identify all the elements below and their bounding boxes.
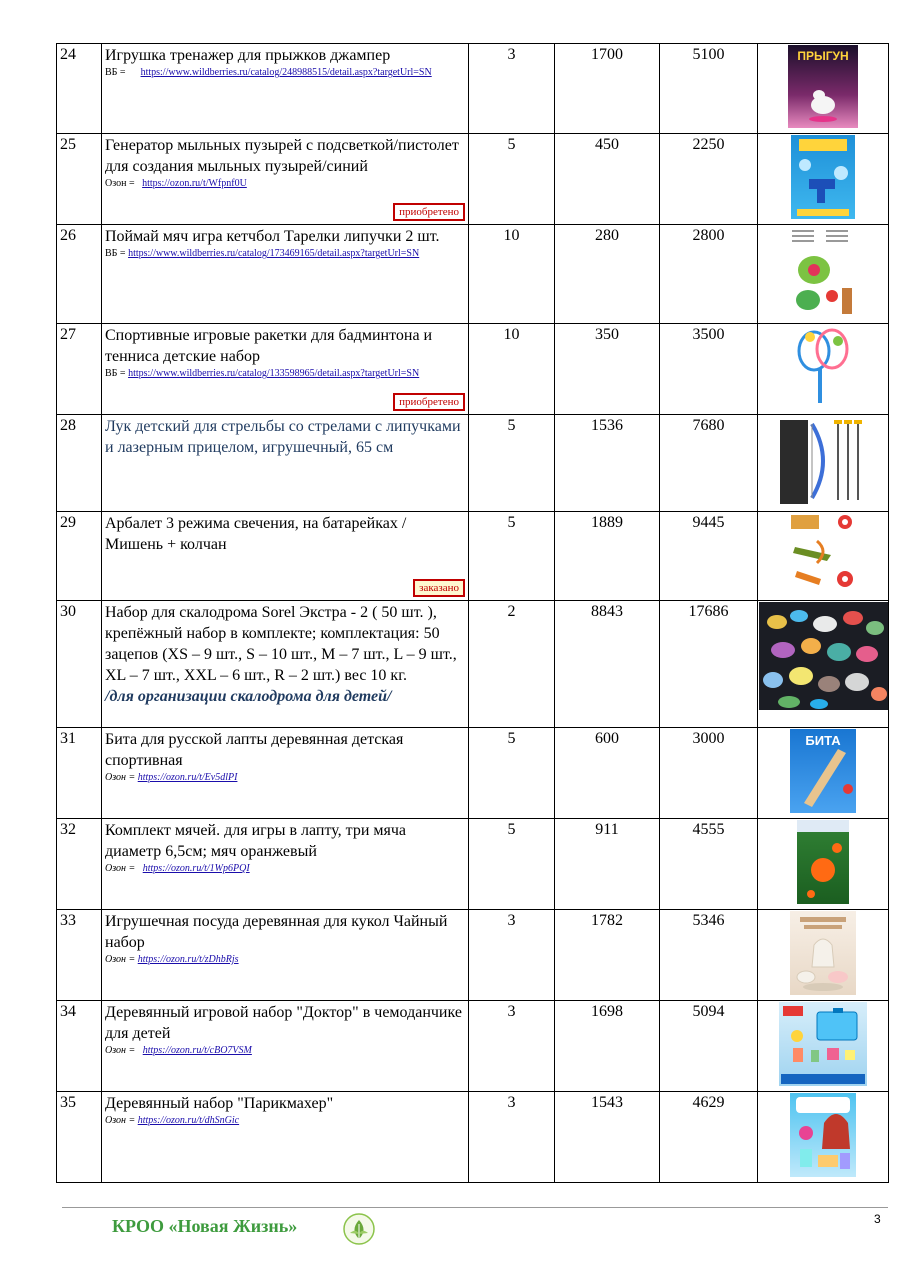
- link-prefix: ВБ =: [105, 248, 126, 259]
- link-prefix: ВБ =: [105, 368, 126, 379]
- price-cell: 1698: [555, 1001, 660, 1092]
- item-note: /для организации скалодрома для детей/: [105, 688, 392, 705]
- sum-cell: 2250: [660, 134, 758, 225]
- item-link[interactable]: https://www.wildberries.ru/catalog/248988515/detail.aspx?targetUrl=SN: [140, 67, 432, 78]
- image-cell: [758, 415, 889, 512]
- link-prefix: Озон =: [105, 954, 136, 965]
- item-link[interactable]: https://ozon.ru/t/cBO7VSM: [142, 1045, 252, 1056]
- item-link[interactable]: https://www.wildberries.ru/catalog/173469165/detail.aspx?targetUrl=SN: [128, 248, 420, 259]
- table-row: [57, 1001, 889, 1092]
- item-link[interactable]: https://www.wildberries.ru/catalog/133598965/detail.aspx?targetUrl=SN: [128, 368, 420, 379]
- sum-cell: 5346: [660, 910, 758, 1001]
- item-cell: [102, 1092, 469, 1183]
- item-link-row: [105, 177, 465, 190]
- item-name: Генератор мыльных пузырей с подсветкой/пистолет для создания мыльных пузырей/синий: [105, 137, 459, 175]
- price-cell: 600: [555, 728, 660, 819]
- qty-cell: 5: [469, 728, 555, 819]
- item-name: Бита для русской лапты деревянная детская спортивная: [105, 731, 404, 769]
- sum-cell: 5094: [660, 1001, 758, 1092]
- product-image: [787, 513, 859, 595]
- row-number: 25: [57, 134, 102, 225]
- item-link-row: [105, 953, 465, 966]
- qty-cell: 5: [469, 415, 555, 512]
- table-row: [57, 1092, 889, 1183]
- table-row: [57, 512, 889, 601]
- price-cell: 1782: [555, 910, 660, 1001]
- product-image: [788, 325, 858, 409]
- table-row: [57, 324, 889, 415]
- table-row: [57, 728, 889, 819]
- table-row: [57, 415, 889, 512]
- image-cell: [758, 324, 889, 415]
- item-name: Лук детский для стрельбы со стрелами с липучками и лазерным прицелом, игрушечный, 65 см: [105, 418, 461, 456]
- price-cell: 1700: [555, 44, 660, 134]
- image-cell: [758, 819, 889, 910]
- leaf-logo-icon: [342, 1212, 376, 1251]
- product-image: [788, 226, 858, 318]
- image-cell: [758, 910, 889, 1001]
- item-cell: [102, 324, 469, 415]
- product-image: [790, 1093, 856, 1177]
- item-name: Комплект мячей. для игры в лапту, три мяча диаметр 6,5см; мяч оранжевый: [105, 822, 407, 860]
- item-name: Деревянный игровой набор "Доктор" в чемоданчике для детей: [105, 1004, 462, 1042]
- item-cell: [102, 44, 469, 134]
- table-row: [57, 225, 889, 324]
- price-cell: 350: [555, 324, 660, 415]
- item-cell: [102, 134, 469, 225]
- sum-cell: 3500: [660, 324, 758, 415]
- row-number: 29: [57, 512, 102, 601]
- item-link[interactable]: https://ozon.ru/t/zDhbRjs: [137, 954, 239, 965]
- qty-cell: 2: [469, 601, 555, 728]
- product-image: [797, 820, 849, 904]
- table-row: [57, 601, 889, 728]
- qty-cell: 10: [469, 324, 555, 415]
- price-cell: 1543: [555, 1092, 660, 1183]
- link-prefix: Озон =: [105, 863, 136, 874]
- price-cell: 280: [555, 225, 660, 324]
- product-image: [790, 729, 856, 813]
- link-prefix: Озон =: [105, 772, 136, 783]
- item-name: Поймай мяч игра кетчбол Тарелки липучки 2 шт.: [105, 228, 440, 245]
- item-cell: [102, 601, 469, 728]
- footer-divider: [62, 1207, 888, 1208]
- item-name: Набор для скалодрома Sorel Экстра - 2 ( 50 шт. ), крепёжный набор в комплекте; комплектация: 50 зацепов (XS – 9 шт., S – 10 шт., M – 7 шт., L – 9 шт., XL – 7 шт., XXL – 6 шт., R – 2 шт.) вес 10 кг.: [105, 604, 457, 684]
- items-table: [56, 43, 889, 1183]
- image-cell: [758, 1092, 889, 1183]
- image-cell: [758, 225, 889, 324]
- qty-cell: 5: [469, 134, 555, 225]
- row-number: 32: [57, 819, 102, 910]
- item-cell: [102, 728, 469, 819]
- row-number: 27: [57, 324, 102, 415]
- row-number: 31: [57, 728, 102, 819]
- item-link[interactable]: https://ozon.ru/t/Wfpnf0U: [142, 178, 247, 189]
- item-link-row: [105, 367, 465, 380]
- table-row: [57, 44, 889, 134]
- status-stamp: заказано: [413, 579, 465, 597]
- image-cell: [758, 44, 889, 134]
- item-cell: [102, 910, 469, 1001]
- row-number: 28: [57, 415, 102, 512]
- item-link-row: [105, 66, 465, 79]
- item-name: Спортивные игровые ракетки для бадминтона и тенниса детские набор: [105, 327, 433, 365]
- sum-cell: 5100: [660, 44, 758, 134]
- qty-cell: 3: [469, 1001, 555, 1092]
- image-cell: [758, 601, 889, 728]
- product-image: [779, 1002, 867, 1086]
- qty-cell: 3: [469, 44, 555, 134]
- item-cell: [102, 819, 469, 910]
- sum-cell: 3000: [660, 728, 758, 819]
- price-cell: 8843: [555, 601, 660, 728]
- sum-cell: 4555: [660, 819, 758, 910]
- price-cell: 911: [555, 819, 660, 910]
- product-image: [790, 911, 856, 995]
- product-image: [788, 45, 858, 128]
- item-name: Игрушка тренажер для прыжков джампер: [105, 47, 391, 64]
- item-cell: [102, 415, 469, 512]
- product-image-caption: ПРЫГУН: [797, 49, 849, 63]
- item-name: Деревянный набор "Парикмахер": [105, 1095, 334, 1112]
- item-cell: [102, 1001, 469, 1092]
- row-number: 33: [57, 910, 102, 1001]
- status-stamp: приобретено: [393, 203, 465, 221]
- row-number: 34: [57, 1001, 102, 1092]
- item-link[interactable]: https://ozon.ru/t/dhSnGic: [137, 1115, 240, 1126]
- sum-cell: 2800: [660, 225, 758, 324]
- link-prefix: Озон =: [105, 178, 135, 189]
- qty-cell: 3: [469, 1092, 555, 1183]
- item-name: Игрушечная посуда деревянная для кукол Чайный набор: [105, 913, 448, 951]
- table-row: [57, 134, 889, 225]
- price-cell: 1889: [555, 512, 660, 601]
- link-prefix: Озон =: [105, 1115, 136, 1126]
- item-name: Арбалет 3 режима свечения, на батарейках / Мишень + колчан: [105, 515, 407, 553]
- item-cell: [102, 225, 469, 324]
- image-cell: [758, 512, 889, 601]
- footer-organization: КРОО «Новая Жизнь»: [112, 1216, 298, 1236]
- sum-cell: 7680: [660, 415, 758, 512]
- link-prefix: Озон =: [105, 1045, 136, 1056]
- price-cell: 450: [555, 134, 660, 225]
- item-link[interactable]: https://ozon.ru/t/Ev5dlPI: [137, 772, 238, 783]
- image-cell: [758, 1001, 889, 1092]
- image-cell: [758, 134, 889, 225]
- item-cell: [102, 512, 469, 601]
- item-link-row: [105, 862, 465, 875]
- product-image-caption: БИТА: [805, 733, 841, 748]
- sum-cell: 4629: [660, 1092, 758, 1183]
- page-number: 3: [874, 1212, 881, 1226]
- product-image: [791, 135, 855, 219]
- item-link-row: [105, 1114, 465, 1127]
- sum-cell: 17686: [660, 601, 758, 728]
- qty-cell: 3: [469, 910, 555, 1001]
- status-stamp: приобретено: [393, 393, 465, 411]
- item-link[interactable]: https://ozon.ru/t/1Wp6PQI: [142, 863, 250, 874]
- item-link-row: [105, 771, 465, 784]
- qty-cell: 5: [469, 512, 555, 601]
- item-link-row: [105, 1044, 465, 1057]
- image-cell: [758, 728, 889, 819]
- row-number: 35: [57, 1092, 102, 1183]
- table-row: [57, 819, 889, 910]
- table-row: [57, 910, 889, 1001]
- product-image: [778, 416, 868, 506]
- sum-cell: 9445: [660, 512, 758, 601]
- row-number: 26: [57, 225, 102, 324]
- link-prefix: ВБ =: [105, 67, 126, 78]
- qty-cell: 5: [469, 819, 555, 910]
- item-link-row: [105, 247, 465, 260]
- row-number: 30: [57, 601, 102, 728]
- qty-cell: 10: [469, 225, 555, 324]
- product-image: [759, 602, 888, 710]
- price-cell: 1536: [555, 415, 660, 512]
- row-number: 24: [57, 44, 102, 134]
